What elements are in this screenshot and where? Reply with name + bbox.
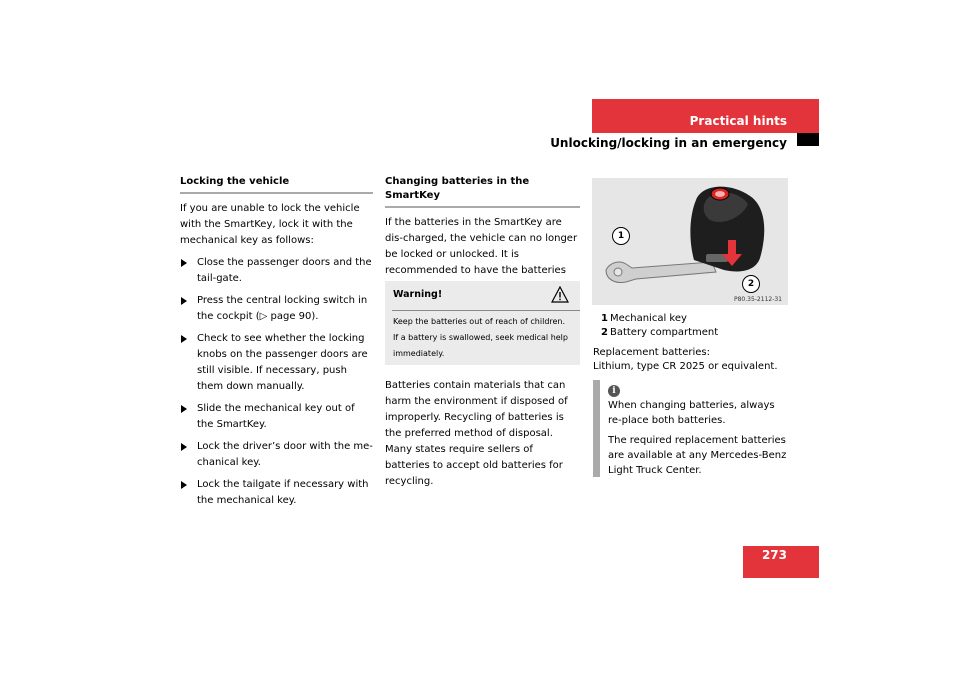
- step-item: Lock the driver’s door with the me-chanical key.: [180, 439, 373, 471]
- step-item: Press the central locking switch in the cockpit (▷ page 90).: [180, 293, 373, 325]
- bullet-arrow-icon: [181, 481, 187, 489]
- smartkey-figure: [592, 178, 788, 305]
- bullet-arrow-icon: [181, 443, 187, 451]
- warning-body: [393, 314, 576, 362]
- header-marker: [797, 133, 819, 146]
- warning-title: Warning!: [393, 289, 443, 300]
- section-title: Practical hints: [689, 114, 787, 128]
- figure-code: P80.35-2112-31: [733, 296, 782, 303]
- callout-battery-compartment: 2: [742, 275, 760, 293]
- bullet-arrow-icon: [181, 405, 187, 413]
- locking-intro: If you are unable to lock the vehicle with the SmartKey, lock it with the mechanical key as follows:: [180, 203, 360, 246]
- info-line: The required replacement batteries are available at any Mercedes-Benz Light Truck Center.: [608, 435, 787, 476]
- replacement-value: Lithium, type CR 2025 or equivalent.: [593, 361, 778, 372]
- batteries-heading: Changing batteries in the SmartKey: [385, 175, 580, 208]
- page-number: 273: [761, 548, 787, 562]
- warning-line: Keep the batteries out of reach of children.: [393, 317, 566, 326]
- batteries-intro: If the batteries in the SmartKey are dis-charged, the vehicle can no longer be locked or unlocked. It is recommended to have the batteries: [385, 217, 578, 276]
- warning-divider: [392, 310, 580, 311]
- warning-triangle-icon: [551, 286, 569, 303]
- locking-steps: [180, 255, 373, 509]
- locking-heading: Locking the vehicle: [180, 175, 373, 194]
- info-bar: [593, 380, 600, 477]
- callout-mechanical-key: 1: [612, 227, 630, 245]
- bullet-arrow-icon: [181, 259, 187, 267]
- figure-captions: [601, 312, 718, 340]
- recycling-paragraph: [385, 378, 580, 496]
- step-item: Lock the tailgate if necessary with the mechanical key.: [180, 477, 373, 509]
- step-item: Slide the mechanical key out of the SmartKey.: [180, 401, 373, 433]
- warning-line: If a battery is swallowed, seek medical help immediately.: [393, 333, 568, 358]
- bullet-arrow-icon: [181, 335, 187, 343]
- step-item: Close the passenger doors and the tail-gate.: [180, 255, 373, 287]
- caption-item: 1 Mechanical key: [601, 313, 687, 324]
- info-body: [608, 398, 788, 483]
- replacement-batteries: [593, 346, 778, 374]
- caption-item: 2 Battery compartment: [601, 327, 719, 338]
- replacement-label: Replacement batteries:: [593, 347, 710, 358]
- step-item: Check to see whether the locking knobs on the passenger doors are still visible. If necessary, push them down manually.: [180, 331, 373, 395]
- info-line: When changing batteries, always re-place both batteries.: [608, 400, 775, 426]
- recycling-text: Batteries contain materials that can harm the environment if disposed of improperly. Recycling of batteries is the preferred method of disposal. Many states require sellers of batteries to accept old batteries for recycling.: [385, 380, 568, 487]
- info-icon: i: [608, 385, 620, 397]
- bullet-arrow-icon: [181, 297, 187, 305]
- locking-section: [180, 175, 373, 515]
- subsection-title: Unlocking/locking in an emergency: [550, 136, 787, 150]
